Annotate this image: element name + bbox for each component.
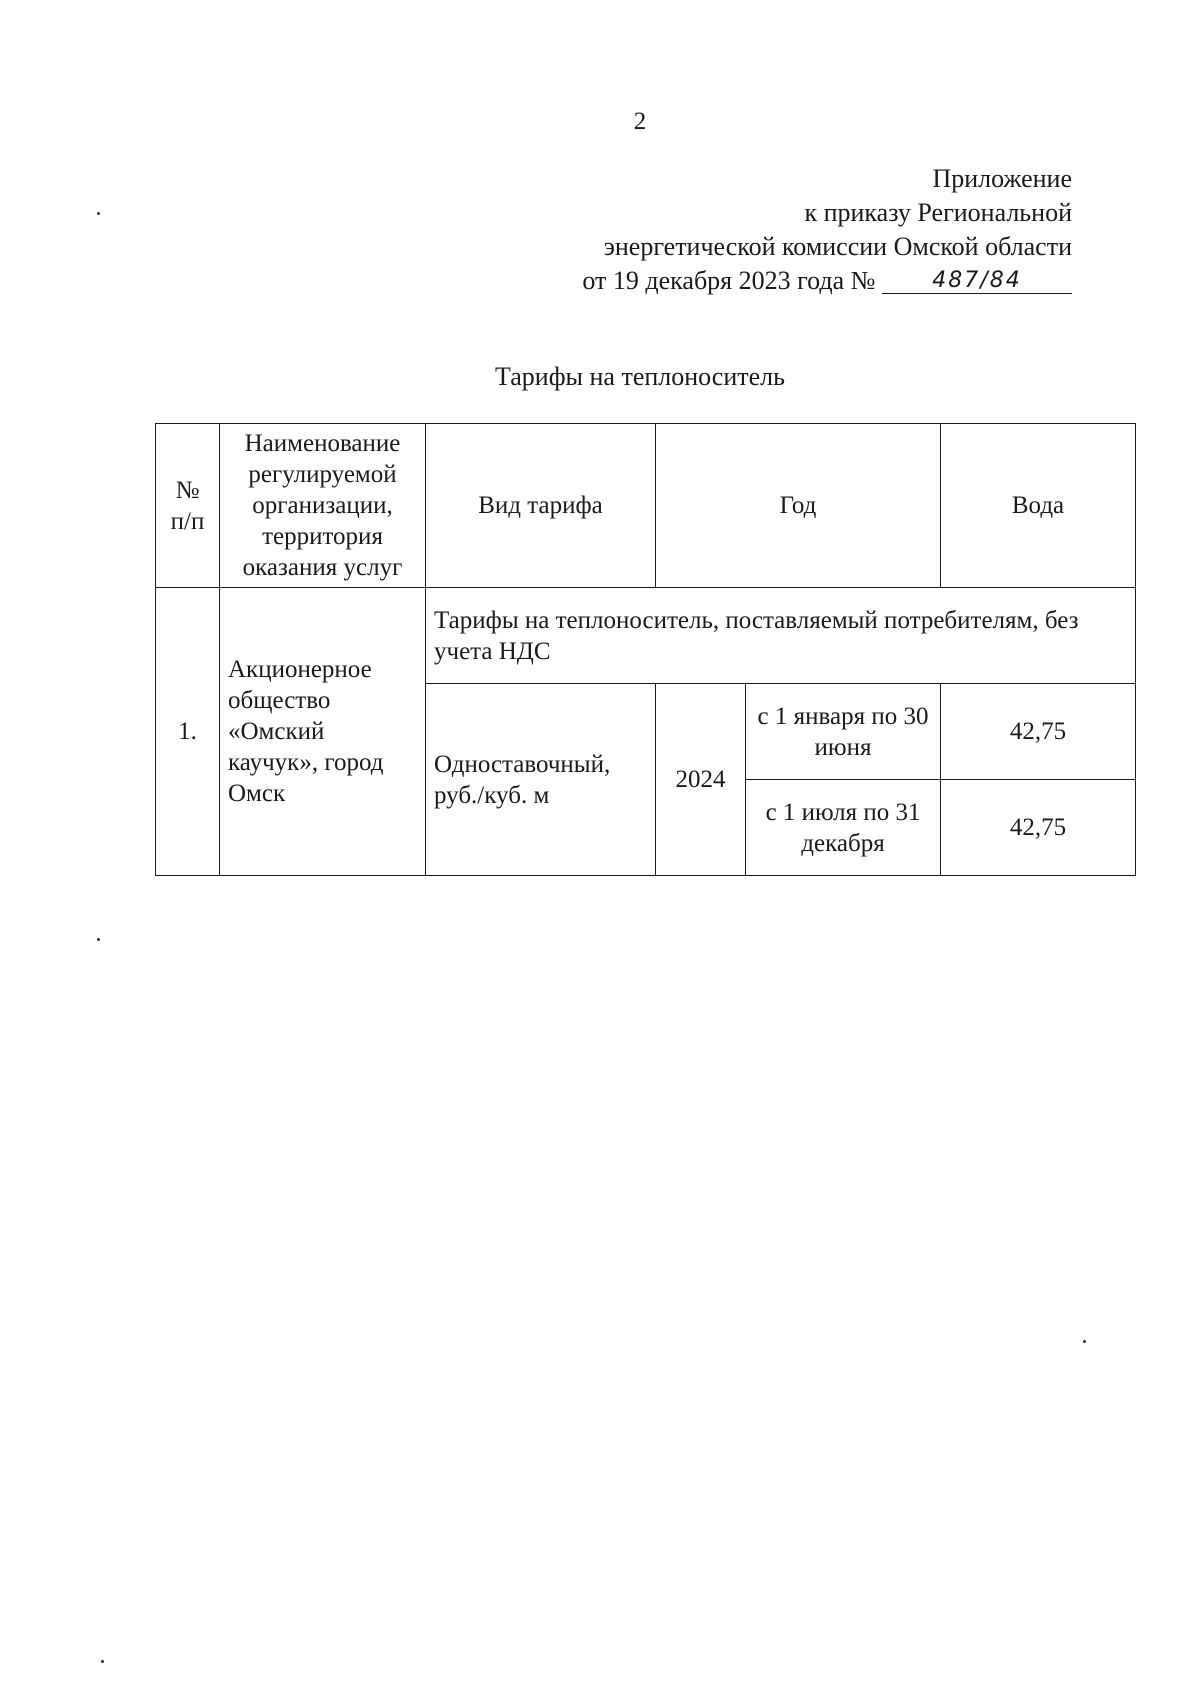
scan-speck [1083,1340,1086,1343]
cell-water-2: 42,75 [941,780,1136,876]
appendix-block [582,162,1072,298]
header-num: № п/п [156,424,220,588]
cell-num: 1. [156,588,220,876]
cell-tariff-type: Одноставочный, руб./куб. м [426,684,656,876]
appendix-line2: к приказу Региональной [804,198,1072,227]
cell-category: Тарифы на теплоноситель, поставляемый потребителям, без учета НДС [426,588,1136,684]
cell-period-1: с 1 января по 30 июня [746,684,941,780]
header-water: Вода [941,424,1136,588]
table-title: Тарифы на теплоноситель [495,362,785,391]
appendix-line1: Приложение [932,164,1072,193]
table-header-row [156,424,1136,588]
appendix-line3: энергетической комиссии Омской области [603,232,1072,261]
header-org: Наименование регулируемой организации, территория оказания услуг [220,424,426,588]
appendix-line4 [582,264,1072,298]
scan-speck [97,938,100,941]
order-number-handwritten: 487/84 [882,269,1072,294]
cell-org: Акционерное общество «Омский каучук», город Омск [220,588,426,876]
cell-water-1: 42,75 [941,684,1136,780]
header-year: Год [656,424,941,588]
tariff-table [155,423,1136,876]
table-row [156,588,1136,684]
page-number: 2 [633,108,647,135]
header-tariff-type: Вид тарифа [426,424,656,588]
scan-speck [101,1660,104,1663]
scan-speck [97,212,100,215]
cell-year: 2024 [656,684,746,876]
order-date: от 19 декабря 2023 года № [582,266,876,295]
cell-period-2: с 1 июля по 31 декабря [746,780,941,876]
